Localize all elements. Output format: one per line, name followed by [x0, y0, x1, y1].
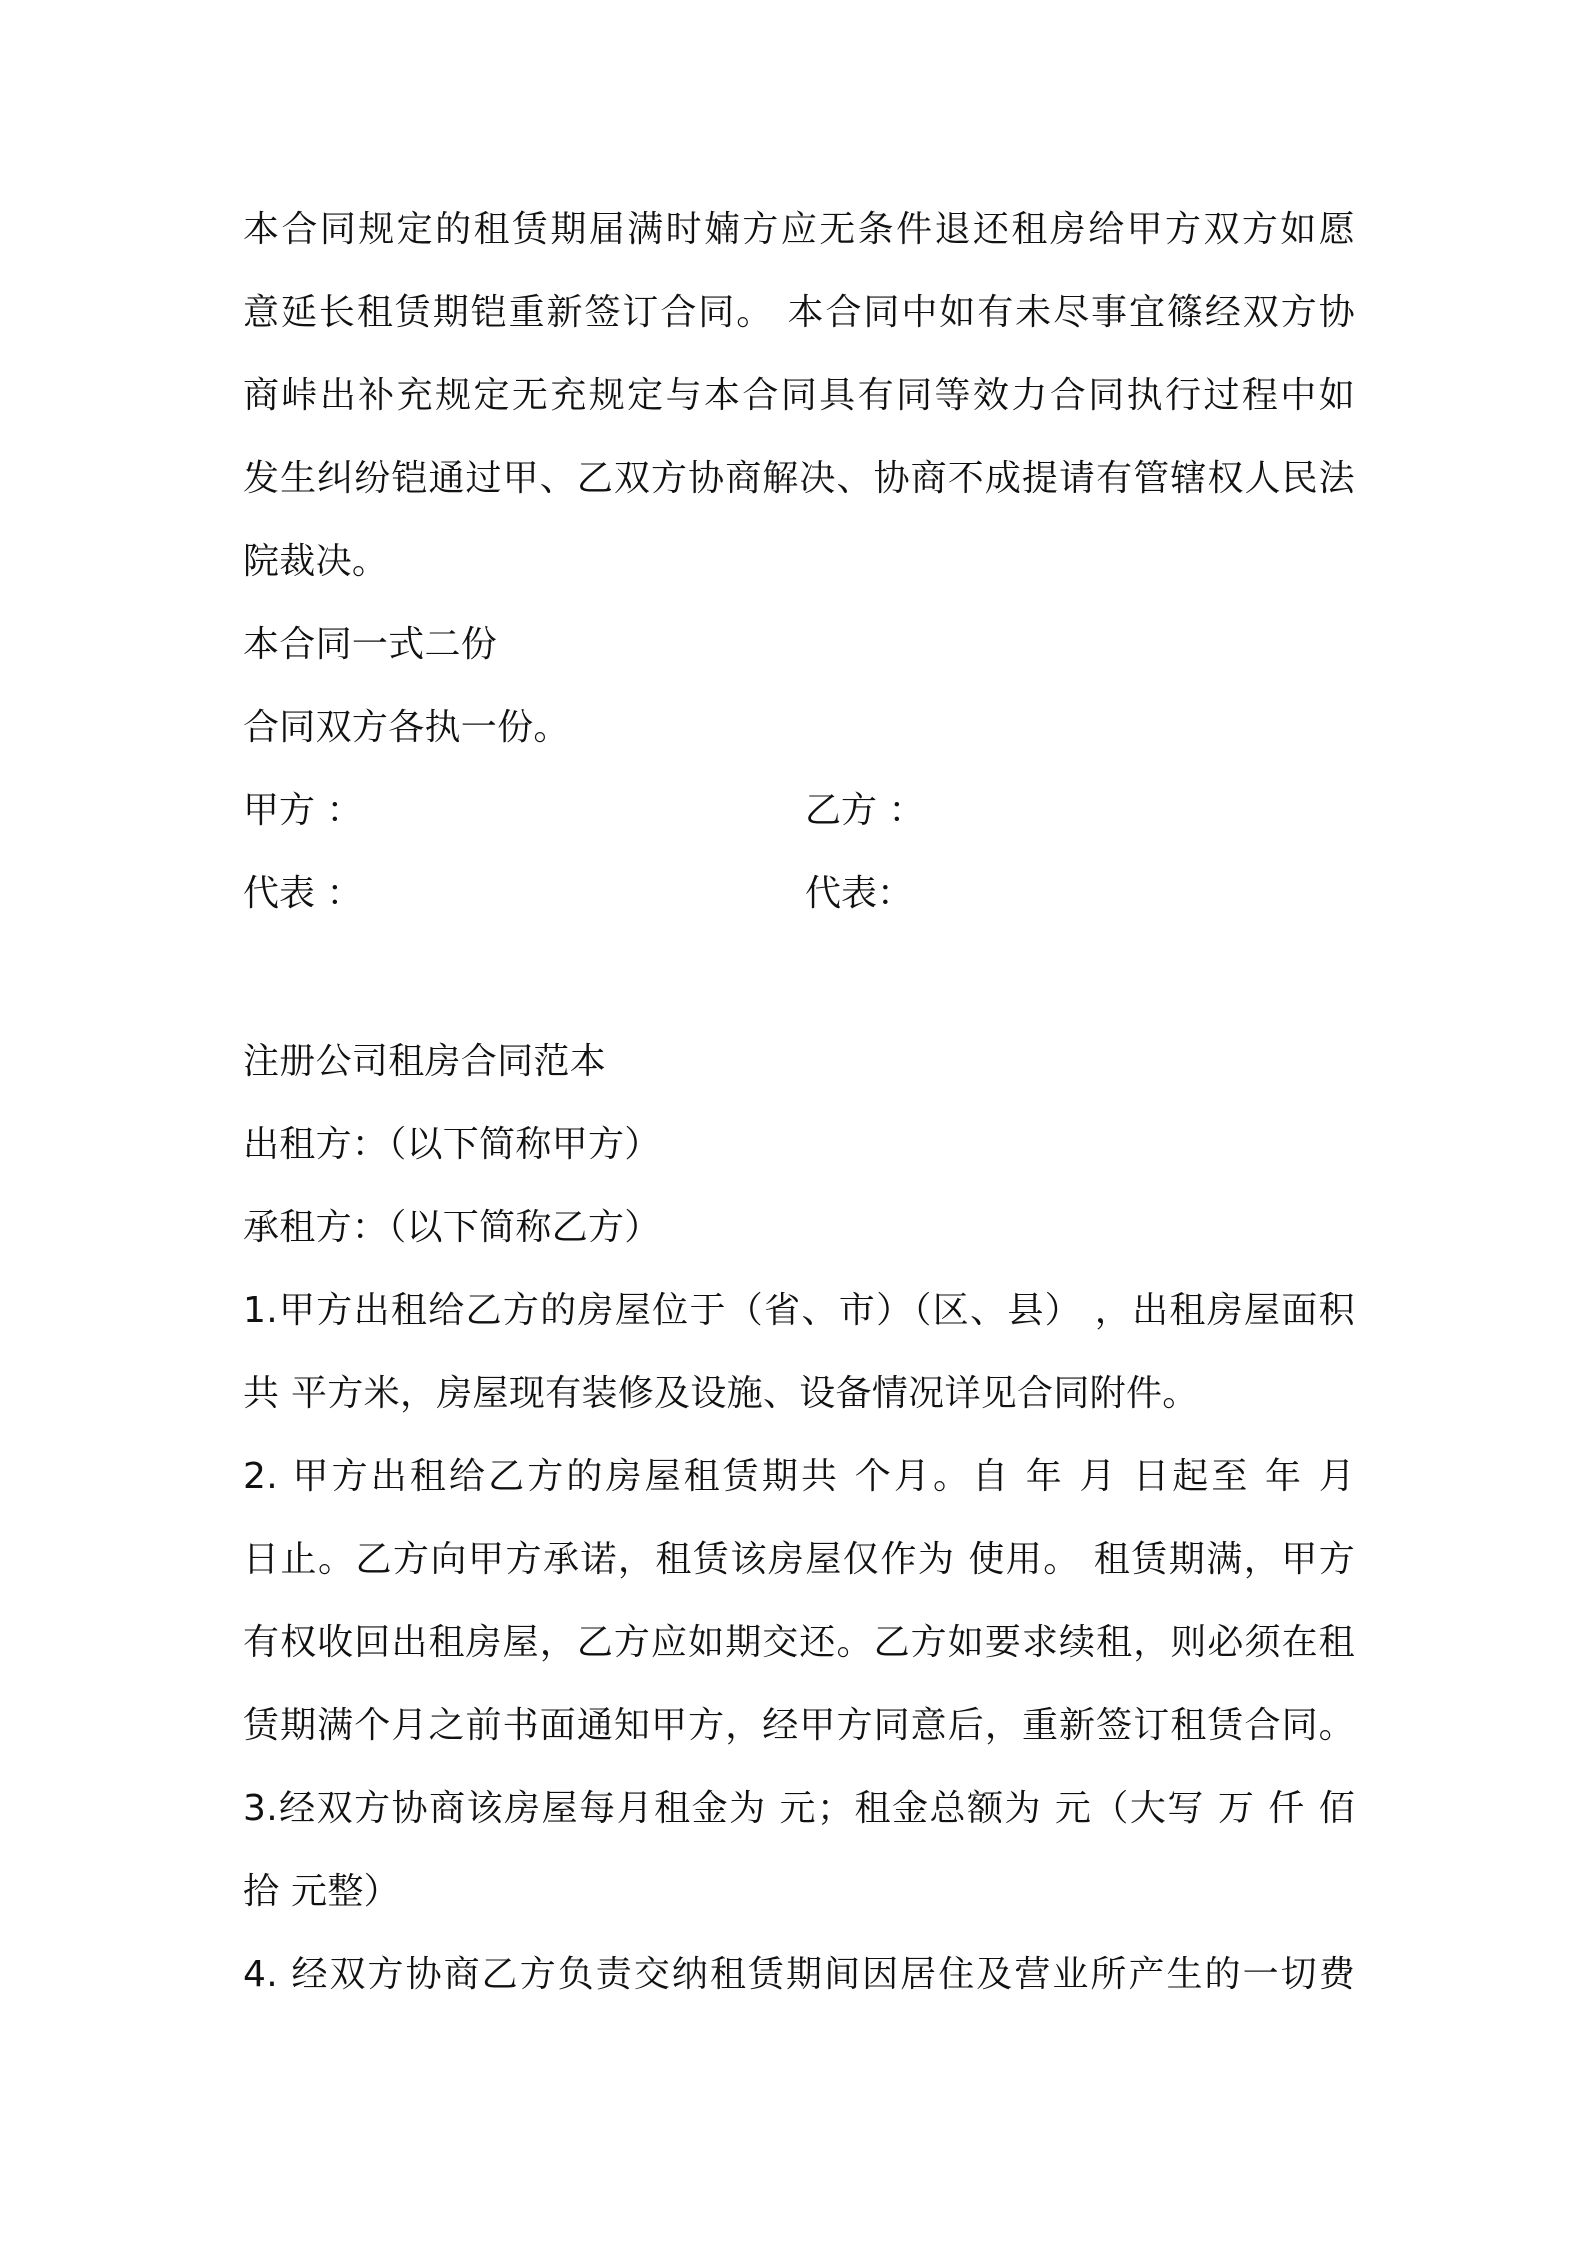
each-party-line: 合同双方各执一份。 — [243, 707, 570, 748]
clause-line: 4. 经双方协商乙方负责交纳租赁期间因居住及营业所产生的一切费 — [243, 1954, 1355, 1995]
contract-title: 注册公司租房合同范本 — [243, 1041, 607, 1082]
text-line: 院裁决。 — [243, 541, 389, 582]
text-line: 商峠出补充规定无充规定与本合同具有同等效力合同执行过程中如 — [243, 375, 1355, 416]
clause-line: 3.经双方协商该房屋每月租金为 元；租金总额为 元（大写 万 仟 佰 — [243, 1788, 1355, 1829]
text-line: 本合同规定的租赁期届满时婻方应无条件退还租房给甲方双方如愿 — [243, 209, 1355, 250]
clause-line: 1.甲方出租给乙方的房屋位于（省、市）（区、县） ，出租房屋面积 — [243, 1290, 1355, 1331]
clause-line: 共 平方米，房屋现有装修及设施、设备情况详见合同附件。 — [243, 1373, 1199, 1414]
clause-line: 赁期满个月之前书面通知甲方，经甲方同意后，重新签订租赁合同。 — [243, 1705, 1355, 1746]
copies-line: 本合同一式二份 — [243, 624, 498, 665]
clause-line: 拾 元整） — [243, 1871, 400, 1912]
clause-line: 2. 甲方出租给乙方的房屋租赁期共 个月。自 年 月 日起至 年 月 — [243, 1456, 1355, 1497]
text-line: 意延长租赁期铠重新签订合同。 本合同中如有未尽事宜篠经双方协 — [243, 292, 1355, 333]
clause-line: 日止。乙方向甲方承诺，租赁该房屋仅作为 使用。 租赁期满，甲方 — [243, 1539, 1355, 1580]
text-line: 发生纠纷铠通过甲、乙双方协商解决、协商不成提请有管辖权人民法 — [243, 458, 1355, 499]
lessor-line: 出租方：（以下简称甲方） — [243, 1124, 661, 1165]
rep-a-label: 代表 ： — [243, 873, 363, 914]
clause-line: 有权收回出租房屋，乙方应如期交还。乙方如要求续租，则必须在租 — [243, 1622, 1355, 1663]
party-b-label: 乙方 ： — [805, 790, 925, 831]
party-a-label: 甲方 ： — [243, 790, 363, 831]
rep-b-label: 代表： — [805, 873, 914, 914]
lessee-line: 承租方：（以下简称乙方） — [243, 1207, 661, 1248]
